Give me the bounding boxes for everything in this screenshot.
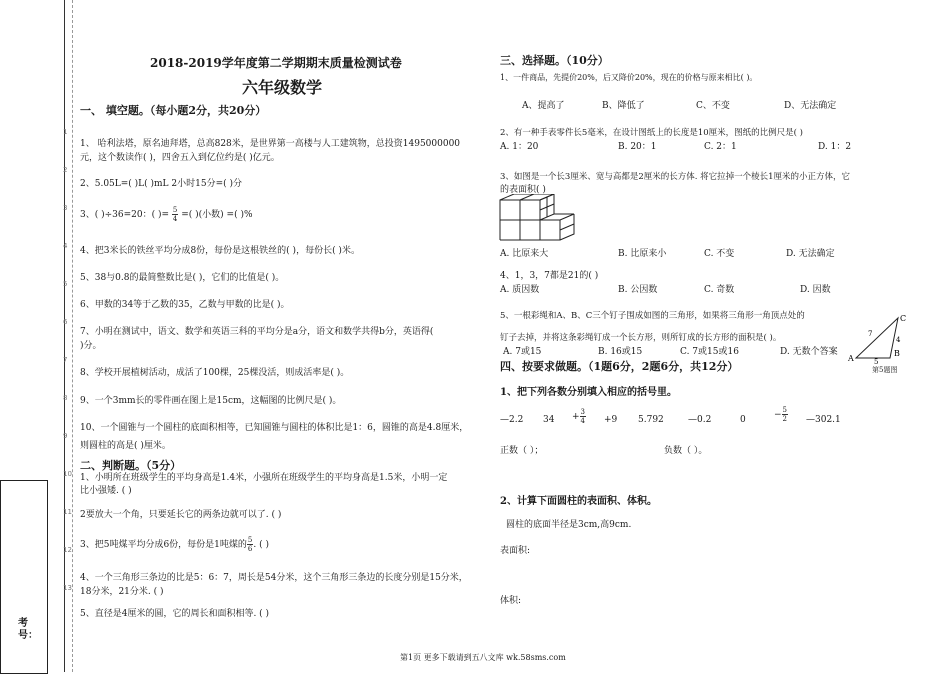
cut-dash-line <box>72 0 73 672</box>
tri-side-left: 7 <box>868 330 873 338</box>
margin-mark: 9 <box>63 432 68 440</box>
part1-q5: 5、38与0.8的最简整数比是( )，它们的比值是( )。 <box>80 273 285 283</box>
part2-q4-line1: 4、一个三角形三条边的比是5：6：7，周长是54分米，这个三角形三条边的长度分别是15分米， <box>80 573 468 583</box>
part3-q2: 2、有一种手表零件长5毫米，在设计图纸上的长度是10厘米，图纸的比例尺是( ) <box>500 128 803 138</box>
part3-heading: 三、选择题。（10分） <box>500 54 609 67</box>
part1-q1-line2: 元，这个数读作( )，四舍五入到亿位约是( )亿元。 <box>80 153 280 163</box>
part3-q4: 4、1，3，7都是21的( ) <box>500 271 599 281</box>
part1-q10-line1: 10、一个圆锥与一个圆柱的底面积相等，已知圆锥与圆柱的体积比是1：6，圆锥的高是4.8厘米， <box>80 423 469 433</box>
num-item-2: 34 <box>543 415 555 425</box>
tri-label-a: A <box>848 354 854 363</box>
part1-q8: 8、学校开展植树活动，成活了100棵，25棵没活，则成活率是( )。 <box>80 368 350 378</box>
part3-q4-opt-b: B. 公因数 <box>618 285 658 295</box>
margin-mark: 5 <box>63 280 68 288</box>
margin-mark: 10 <box>63 470 72 478</box>
margin-mark: 6 <box>63 318 68 326</box>
tri-side-right: 4 <box>896 336 901 344</box>
part3-q3-line2: 的表面积( ) <box>500 185 546 195</box>
part3-q5-opt-d: D. 无数个答案 <box>780 347 838 357</box>
margin-mark: 1 <box>63 128 68 136</box>
part3-q2-opt-d: D. 1：2 <box>818 142 852 152</box>
exam-title: 2018-2019学年度第二学期期末质量检测试卷 <box>150 56 402 70</box>
part1-q7-line2: )分。 <box>80 341 102 351</box>
part3-q5-caption: 第5题图 <box>872 366 898 374</box>
num-item-6: —0.2 <box>688 415 712 425</box>
part3-q5-opt-a: A. 7或15 <box>503 347 542 357</box>
part1-q7-line1: 7、小明在测试中，语文、数学和英语三科的平均分是a分，语文和数学共得b分，英语得( <box>80 327 434 337</box>
volume-label: 体积: <box>500 596 522 606</box>
positive-blank: 正数（ ）； <box>500 446 544 456</box>
binding-box <box>0 480 48 674</box>
part3-q3-opt-a: A. 比原来大 <box>500 249 549 259</box>
num-item-8: − $\frac{5}{2}$ <box>774 406 788 423</box>
margin-mark: 11 <box>63 508 72 516</box>
exam-number-label: 考号： <box>18 618 38 641</box>
num-item-7: 0 <box>740 415 746 425</box>
part2-q2: 2要放大一个角，只要延长它的两条边就可以了. ( ) <box>80 510 282 520</box>
num-item-4: +9 <box>604 415 618 425</box>
part3-q3-opt-d: D. 无法确定 <box>786 249 835 259</box>
part3-q5-line1: 5、一根彩绳和A、B、C三个钉子围成如图的三角形，如果将三角形一角顶点处的 <box>500 311 805 321</box>
margin-mark: 8 <box>63 394 68 402</box>
part1-q3-a: 3、( )÷36=20：( )= <box>80 210 170 220</box>
part3-q5-line2: 钉子去掉，并将这条彩绳钉成一个长方形，则所钉成的长方形的面积是( )。 <box>500 333 782 343</box>
part2-q1-line1: 1、小明所在班级学生的平均身高是1.4米，小强所在班级学生的平均身高是1.5米，小明一定 <box>80 473 448 483</box>
part1-heading: 一、 填空题。（每小题2分，共20分） <box>80 104 267 117</box>
triangle-figure <box>846 312 912 364</box>
part4-q2-desc: 圆柱的底面半径是3cm,高9cm. <box>506 520 632 530</box>
tri-label-c: C <box>900 314 907 323</box>
part3-q5-opt-b: B. 16或15 <box>598 347 643 357</box>
part4-heading: 四、按要求做题。（1题6分，2题6分，共12分） <box>500 360 739 373</box>
part1-q9: 9、一个3mm长的零件画在图上是15cm，这幅图的比例尺是( )。 <box>80 396 342 406</box>
margin-mark: 13 <box>63 584 72 592</box>
part2-q3-a: 3、把5吨煤平均分成6份，每份是1吨煤的 <box>80 540 247 550</box>
part1-q4: 4、把3米长的铁丝平均分成8份，每份是这根铁丝的( )，每份长( )米。 <box>80 246 360 256</box>
margin-mark: 12 <box>63 546 72 554</box>
part3-q2-opt-a: A. 1：20 <box>500 142 539 152</box>
part3-q4-opt-a: A. 质因数 <box>500 285 540 295</box>
num-item-3: + $\frac{3}{4}$ <box>572 408 586 425</box>
part3-q1-opt-b: B、降低了 <box>602 101 645 111</box>
part3-q4-opt-c: C. 奇数 <box>704 285 735 295</box>
part1-q3-b: =( )(小数) =( )% <box>181 210 253 220</box>
tri-side-bottom: 5 <box>874 358 879 364</box>
part1-q3-fraction: $\frac{5}{4}$ <box>172 206 178 223</box>
cuboid-figure <box>498 194 578 242</box>
tri-label-b: B <box>894 349 900 358</box>
margin-mark: 3 <box>63 204 68 212</box>
part4-q2-heading: 2、计算下面圆柱的表面积、体积。 <box>500 496 657 507</box>
part1-q1-line1: 1、 哈利法塔，原名迪拜塔，总高828米，是世界第一高楼与人工建筑物，总投资1495000000 <box>80 139 461 149</box>
part2-q5: 5、直径是4厘米的圆，它的周长和面积相等. ( ) <box>80 609 270 619</box>
part3-q1-opt-a: A、提高了 <box>522 101 565 111</box>
part3-q1: 1、一件商品，先提价20%，后又降价20%，现在的价格与原来相比( )。 <box>500 73 758 82</box>
part3-q3-opt-c: C. 不变 <box>704 249 735 259</box>
num-item-5: 5.792 <box>638 415 664 425</box>
part1-q6: 6、甲数的34等于乙数的35，乙数与甲数的比是( )。 <box>80 300 290 310</box>
page-footer: 第1页 更多下载请到五八文库 wk.58sms.com <box>400 653 566 662</box>
margin-mark: 4 <box>63 242 68 250</box>
margin-mark: 7 <box>63 356 68 364</box>
part1-q10-line2: 则圆柱的高是( )厘米。 <box>80 441 171 451</box>
part3-q2-opt-c: C. 2：1 <box>704 142 737 152</box>
part1-q3 <box>80 206 253 223</box>
negative-blank: 负数（ ）。 <box>664 446 708 456</box>
part3-q2-opt-b: B. 20：1 <box>618 142 657 152</box>
part2-q1-line2: 比小强矮. ( ) <box>80 486 132 496</box>
part2-q3-fraction: $\frac{5}{6}$ <box>247 536 253 553</box>
part2-q3-b: . ( ) <box>253 540 269 550</box>
surface-area-label: 表面积: <box>500 546 531 556</box>
part3-q1-opt-c: C、不变 <box>696 101 730 111</box>
part2-q3 <box>80 536 269 553</box>
part1-q2: 2、5.05L=( )L( )mL 2小时15分=( )分 <box>80 179 243 189</box>
part3-q4-opt-d: D. 因数 <box>800 285 831 295</box>
num-item-9: —302.1 <box>806 415 841 425</box>
exam-subtitle: 六年级数学 <box>242 78 323 97</box>
part3-q3-opt-b: B. 比原来小 <box>618 249 667 259</box>
num-item-1: —2.2 <box>500 415 524 425</box>
margin-mark: 2 <box>63 166 68 174</box>
part2-heading: 二、判断题。（5分） <box>80 459 182 472</box>
part4-q1-heading: 1、把下列各数分别填入相应的括号里。 <box>500 387 677 398</box>
part3-q1-opt-d: D、无法确定 <box>784 101 837 111</box>
part3-q5-opt-c: C. 7或15或16 <box>680 347 739 357</box>
part3-q3-line1: 3、如图是一个长3厘米、宽与高都是2厘米的长方体. 将它拉掉一个棱长1厘米的小正方体，它 <box>500 172 851 182</box>
part2-q4-line2: 18分米，21分米. ( ) <box>80 587 164 597</box>
